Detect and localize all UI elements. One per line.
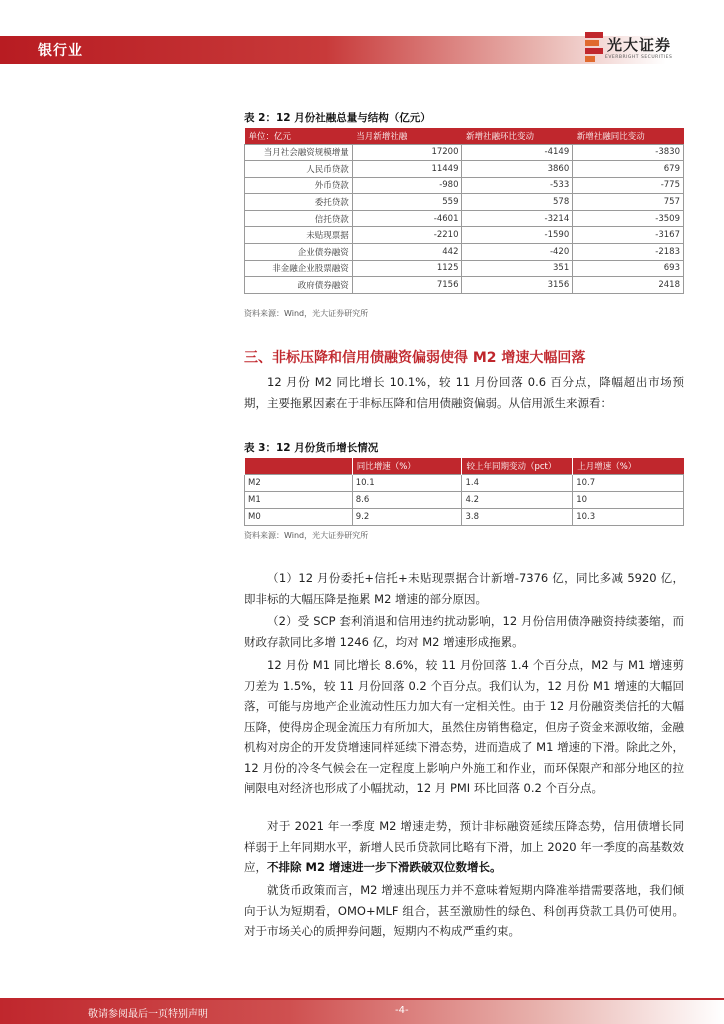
paragraph: 就货币政策而言，M2 增速出现压力并不意味着短期内降准举措需要落地，我们倾向于认为短期看，OMO+MLF 组合，甚至激励性的绿色、科创再贷款工具仍可使用。对于市场关心的质押券问题，短期内不构成严重约束。 xyxy=(244,883,684,938)
table-header-row xyxy=(245,458,684,474)
paragraph-text: 对于 2021 年一季度 M2 增速走势，预计非标融资延续压降态势，信用债增长同样弱于上年同期水平，新增人民币贷款同比略有下滑，加上 2020 年一季度的高基数效应， xyxy=(244,819,684,874)
table-cell: -3167 xyxy=(573,227,684,244)
column-header: 当月新增社融 xyxy=(352,128,462,144)
table-cell: 当月社会融资规模增量 xyxy=(245,144,353,161)
table-row xyxy=(245,474,684,491)
table-row xyxy=(245,244,684,261)
table2-source: 资料来源：Wind，光大证券研究所 xyxy=(244,309,369,318)
table-cell: -4149 xyxy=(462,144,573,161)
table-cell: 442 xyxy=(352,244,462,261)
table-cell: -420 xyxy=(462,244,573,261)
table-cell: 693 xyxy=(573,260,684,277)
column-header: 同比增速（%） xyxy=(352,458,462,474)
paragraph: （2）受 SCP 套利消退和信用违约扰动影响，12 月份信用债净融资持续萎缩，而财政存款同比多增 1246 亿，均对 M2 增速形成拖累。 xyxy=(244,614,684,649)
table-cell: -775 xyxy=(573,177,684,194)
table-cell: 3860 xyxy=(462,161,573,178)
table-cell: 679 xyxy=(573,161,684,178)
table-cell: 未贴现票据 xyxy=(245,227,353,244)
table-row xyxy=(245,177,684,194)
logo-subtitle: EVERBRIGHT SECURITIES xyxy=(605,55,673,60)
table-cell: 3.8 xyxy=(462,508,573,525)
paragraph: （1）12 月份委托+信托+未贴现票据合计新增-7376 亿，同比多减 5920 亿，即非标的大幅压降是拖累 M2 增速的部分原因。 xyxy=(244,571,684,606)
table-cell: M2 xyxy=(245,474,353,491)
table-cell: -2183 xyxy=(573,244,684,261)
table-cell: 企业债券融资 xyxy=(245,244,353,261)
table-cell: 559 xyxy=(352,194,462,211)
table-cell: 10 xyxy=(573,491,684,508)
paragraph: 12 月份 M2 同比增长 10.1%，较 11 月份回落 0.6 百分点，降幅超出市场预期，主要拖累因素在于非标压降和信用债融资偏弱。从信用派生来源看： xyxy=(244,375,684,410)
table-cell: 10.1 xyxy=(352,474,462,491)
table-cell: 政府债券融资 xyxy=(245,277,353,294)
table-cell: 外币贷款 xyxy=(245,177,353,194)
table-cell: M1 xyxy=(245,491,353,508)
column-header: 较上年同期变动（pct） xyxy=(462,458,573,474)
disclaimer-note: 敬请参阅最后一页特别声明 xyxy=(88,1009,208,1020)
table-cell: 7156 xyxy=(352,277,462,294)
table3-source: 资料来源：Wind，光大证券研究所 xyxy=(244,531,369,540)
column-header: 上月增速（%） xyxy=(573,458,684,474)
table-cell: 委托贷款 xyxy=(245,194,353,211)
page-header xyxy=(0,26,724,76)
table-cell: 1125 xyxy=(352,260,462,277)
table-row xyxy=(245,508,684,525)
table-row xyxy=(245,260,684,277)
table-cell: -3509 xyxy=(573,210,684,227)
table-cell: 4.2 xyxy=(462,491,573,508)
table-cell: 11449 xyxy=(352,161,462,178)
table-cell: 757 xyxy=(573,194,684,211)
table-row xyxy=(245,194,684,211)
table-header-row xyxy=(245,128,684,144)
social-financing-table xyxy=(244,128,684,294)
column-header: 新增社融同比变动 xyxy=(573,128,684,144)
company-logo xyxy=(585,30,695,74)
table-cell: -533 xyxy=(462,177,573,194)
page-number: -4- xyxy=(395,1005,409,1016)
table-row xyxy=(245,210,684,227)
table-cell: 1.4 xyxy=(462,474,573,491)
logo-mark-icon xyxy=(585,32,603,62)
table-row xyxy=(245,227,684,244)
column-header: 单位：亿元 xyxy=(245,128,353,144)
section-heading: 三、非标压降和信用债融资偏弱使得 M2 增速大幅回落 xyxy=(244,350,586,366)
table-cell: -3214 xyxy=(462,210,573,227)
table-cell: -4601 xyxy=(352,210,462,227)
table-cell: -3830 xyxy=(573,144,684,161)
table3-caption: 表 3：12 月份货币增长情况 xyxy=(244,442,379,454)
column-header xyxy=(245,458,353,474)
table-cell: 8.6 xyxy=(352,491,462,508)
table-cell: 351 xyxy=(462,260,573,277)
table-cell: 人民币贷款 xyxy=(245,161,353,178)
paragraph-emphasis: 不排除 M2 增速进一步下滑跌破双位数增长。 xyxy=(267,860,502,874)
table-cell: -1590 xyxy=(462,227,573,244)
table-cell: 9.2 xyxy=(352,508,462,525)
table-cell: 3156 xyxy=(462,277,573,294)
logo-name: 光大证券 xyxy=(607,36,672,54)
table2-caption: 表 2：12 月份社融总量与结构（亿元） xyxy=(244,112,431,124)
column-header: 新增社融环比变动 xyxy=(462,128,573,144)
table-cell: 17200 xyxy=(352,144,462,161)
table-cell: -980 xyxy=(352,177,462,194)
table-cell: 578 xyxy=(462,194,573,211)
table-row xyxy=(245,491,684,508)
table-cell: 10.7 xyxy=(573,474,684,491)
money-supply-table xyxy=(244,458,684,526)
paragraph: 12 月份 M1 同比增长 8.6%，较 11 月份回落 1.4 个百分点，M2 与 M1 增速剪刀差为 1.5%，较 11 月份回落 0.2 个百分点。我们认为，12 月份 M1 增速的大幅回落，可能与房地产企业流动性压力加大有一定相关性。由于 12 月份融资类信托的大幅压降，使得房企现金流压力有所加大，虽然住房销售稳定，但房子资金来源收缩，金融机构对房企的开发贷增速同样延续下滑态势，进而造成了 M1 增速的下滑。除此之外，12 月份的冷冬气候会在一定程度上影响户外施工和作业，而环保限产和部分地区的拉闸限电对经济也形成了小幅扰动，12 月 PMI 环比回落 0.2 个百分点。 xyxy=(244,658,684,795)
table-cell: 2418 xyxy=(573,277,684,294)
table-cell: 信托贷款 xyxy=(245,210,353,227)
table-cell: -2210 xyxy=(352,227,462,244)
table-cell: 非金融企业股票融资 xyxy=(245,260,353,277)
table-cell: 10.3 xyxy=(573,508,684,525)
table-row xyxy=(245,144,684,161)
paragraph xyxy=(244,816,684,878)
industry-label: 银行业 xyxy=(38,43,83,59)
table-row xyxy=(245,161,684,178)
table-row xyxy=(245,277,684,294)
table-cell: M0 xyxy=(245,508,353,525)
